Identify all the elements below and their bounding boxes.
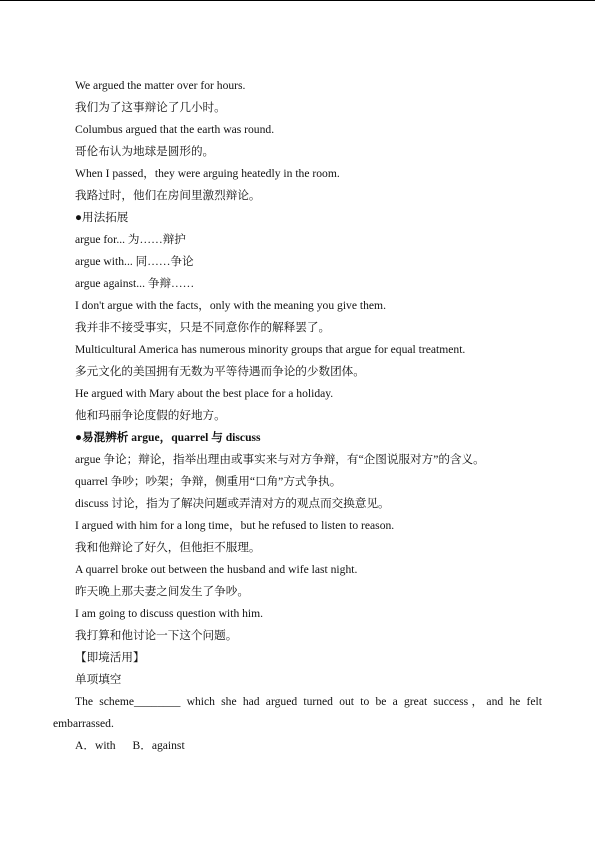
- option-b[interactable]: B．against: [132, 739, 185, 752]
- document-body: [0, 75, 595, 757]
- example-sentence-en: A quarrel broke out between the husband and wife last night.: [75, 563, 358, 576]
- section-heading-distinction: ●易混辨析 argue，quarrel 与 discuss: [75, 431, 261, 444]
- option-a[interactable]: A．with: [75, 739, 116, 752]
- example-sentence-en: I don't argue with the facts，only with the meaning you give them.: [75, 299, 386, 312]
- definition-quarrel: quarrel 争吵；吵架；争辩，侧重用“口角”方式争执。: [75, 475, 342, 488]
- question-stem-continued: embarrassed.: [53, 717, 114, 730]
- example-sentence-zh: 我打算和他讨论一下这个问题。: [75, 629, 238, 642]
- usage-item: argue with... 同……争论: [75, 255, 194, 268]
- example-sentence-zh: 我并非不接受事实，只是不同意你作的解释罢了。: [75, 321, 331, 334]
- definition-discuss: discuss 讨论，指为了解决问题或弄清对方的观点而交换意见。: [75, 497, 390, 510]
- example-sentence-zh: 他和玛丽争论度假的好地方。: [75, 409, 226, 422]
- question-stem: The scheme________ which she had argued turned out to be a great success，and he felt: [75, 695, 542, 708]
- example-sentence-zh: 多元文化的美国拥有无数为平等待遇而争论的少数团体。: [75, 365, 365, 378]
- example-sentence-zh: 我和他辩论了好久，但他拒不服理。: [75, 541, 261, 554]
- page-top-border: [0, 0, 595, 1]
- example-sentence-zh: 哥伦布认为地球是圆形的。: [75, 145, 215, 158]
- example-sentence-en: I am going to discuss question with him.: [75, 607, 264, 620]
- section-heading-practice: 【即境活用】: [75, 651, 145, 664]
- usage-item: argue against... 争辩……: [75, 277, 195, 290]
- example-sentence-zh: 昨天晚上那夫妻之间发生了争吵。: [75, 585, 249, 598]
- example-sentence-zh: 我们为了这事辩论了几小时。: [75, 101, 226, 114]
- example-sentence-en: We argued the matter over for hours.: [75, 79, 246, 92]
- example-sentence-en: When I passed，they were arguing heatedly in the room.: [75, 167, 340, 180]
- example-sentence-zh: 我路过时，他们在房间里激烈辩论。: [75, 189, 261, 202]
- example-sentence-en: Multicultural America has numerous minority groups that argue for equal treatment.: [75, 343, 466, 356]
- answer-options: [0, 735, 595, 757]
- definition-argue: argue 争论；辩论，指举出理由或事实来与对方争辩，有“企图说服对方”的含义。: [75, 453, 485, 466]
- example-sentence-en: Columbus argued that the earth was round.: [75, 123, 275, 136]
- usage-item: argue for... 为……辩护: [75, 233, 186, 246]
- exercise-type-label: 单项填空: [75, 673, 122, 686]
- example-sentence-en: I argued with him for a long time，but he refused to listen to reason.: [75, 519, 395, 532]
- section-heading-usage: ●用法拓展: [75, 211, 129, 224]
- example-sentence-en: He argued with Mary about the best place for a holiday.: [75, 387, 334, 400]
